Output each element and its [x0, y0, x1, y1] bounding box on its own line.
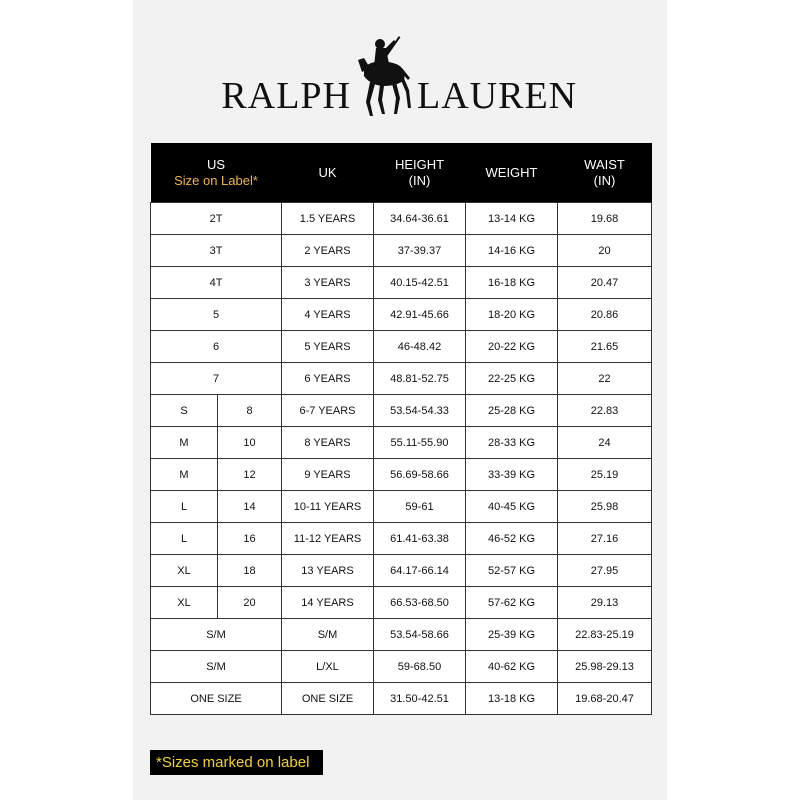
cell-us-size: L	[151, 491, 218, 523]
cell-waist: 19.68	[558, 203, 652, 235]
cell-height: 59-68.50	[374, 651, 466, 683]
cell-height: 61.41-63.38	[374, 523, 466, 555]
table-header-row	[151, 143, 652, 203]
size-chart-panel	[133, 0, 667, 800]
cell-us-size: 7	[151, 363, 282, 395]
cell-us-size: 3T	[151, 235, 282, 267]
polo-player-icon	[356, 30, 412, 118]
cell-uk: L/XL	[282, 651, 374, 683]
cell-height: 53.54-58.66	[374, 619, 466, 651]
cell-uk: 14 YEARS	[282, 587, 374, 619]
cell-waist: 25.19	[558, 459, 652, 491]
header-height: HEIGHT (IN)	[374, 143, 466, 203]
cell-height: 40.15-42.51	[374, 267, 466, 299]
cell-height: 46-48.42	[374, 331, 466, 363]
cell-weight: 25-39 KG	[466, 619, 558, 651]
cell-height: 31.50-42.51	[374, 683, 466, 715]
cell-us-size: M	[151, 427, 218, 459]
cell-uk: 10-11 YEARS	[282, 491, 374, 523]
cell-waist: 25.98	[558, 491, 652, 523]
cell-height: 66.53-68.50	[374, 587, 466, 619]
cell-waist: 29.13	[558, 587, 652, 619]
table-row	[151, 363, 652, 395]
cell-us-size: XL	[151, 555, 218, 587]
cell-us-size: XL	[151, 587, 218, 619]
cell-uk: 6 YEARS	[282, 363, 374, 395]
cell-uk: 3 YEARS	[282, 267, 374, 299]
cell-weight: 14-16 KG	[466, 235, 558, 267]
size-on-label-caption: Size on Label*	[174, 172, 258, 188]
cell-weight: 16-18 KG	[466, 267, 558, 299]
cell-us-number: 20	[218, 587, 282, 619]
cell-uk: 5 YEARS	[282, 331, 374, 363]
cell-us-number: 14	[218, 491, 282, 523]
header-waist: WAIST (IN)	[558, 143, 652, 203]
cell-height: 59-61	[374, 491, 466, 523]
cell-us-number: 8	[218, 395, 282, 427]
cell-waist: 22.83	[558, 395, 652, 427]
header-uk: UK	[282, 143, 374, 203]
table-row	[151, 331, 652, 363]
cell-uk: 6-7 YEARS	[282, 395, 374, 427]
cell-us-size: 2T	[151, 203, 282, 235]
cell-us-size: 6	[151, 331, 282, 363]
table-row	[151, 523, 652, 555]
cell-waist: 20.86	[558, 299, 652, 331]
cell-height: 53.54-54.33	[374, 395, 466, 427]
cell-uk: 8 YEARS	[282, 427, 374, 459]
table-row	[151, 555, 652, 587]
table-row	[151, 267, 652, 299]
header-weight: WEIGHT	[466, 143, 558, 203]
cell-us-number: 16	[218, 523, 282, 555]
brand-name-right: LAUREN	[417, 75, 578, 117]
cell-us-size: 4T	[151, 267, 282, 299]
cell-weight: 20-22 KG	[466, 331, 558, 363]
cell-uk: 2 YEARS	[282, 235, 374, 267]
cell-waist: 21.65	[558, 331, 652, 363]
cell-height: 64.17-66.14	[374, 555, 466, 587]
cell-weight: 18-20 KG	[466, 299, 558, 331]
cell-waist: 27.95	[558, 555, 652, 587]
table-row	[151, 459, 652, 491]
table-row	[151, 235, 652, 267]
cell-weight: 25-28 KG	[466, 395, 558, 427]
cell-weight: 33-39 KG	[466, 459, 558, 491]
cell-weight: 52-57 KG	[466, 555, 558, 587]
cell-us-size: 5	[151, 299, 282, 331]
cell-waist: 20	[558, 235, 652, 267]
cell-height: 56.69-58.66	[374, 459, 466, 491]
size-table	[150, 143, 652, 715]
table-row	[151, 203, 652, 235]
cell-us-size: ONE SIZE	[151, 683, 282, 715]
cell-us-size: M	[151, 459, 218, 491]
table-row	[151, 427, 652, 459]
cell-uk: 1.5 YEARS	[282, 203, 374, 235]
cell-height: 37-39.37	[374, 235, 466, 267]
cell-waist: 19.68-20.47	[558, 683, 652, 715]
cell-uk: 9 YEARS	[282, 459, 374, 491]
cell-waist: 24	[558, 427, 652, 459]
cell-uk: 4 YEARS	[282, 299, 374, 331]
table-row	[151, 619, 652, 651]
size-note: *Sizes marked on label	[150, 750, 323, 775]
header-us: US Size on Label*	[151, 143, 282, 203]
cell-waist: 22	[558, 363, 652, 395]
cell-waist: 25.98-29.13	[558, 651, 652, 683]
cell-height: 42.91-45.66	[374, 299, 466, 331]
brand-name-left: RALPH	[221, 75, 351, 117]
cell-height: 48.81-52.75	[374, 363, 466, 395]
cell-us-size: L	[151, 523, 218, 555]
cell-height: 34.64-36.61	[374, 203, 466, 235]
cell-weight: 46-52 KG	[466, 523, 558, 555]
cell-us-size: S/M	[151, 619, 282, 651]
table-row	[151, 651, 652, 683]
cell-us-number: 18	[218, 555, 282, 587]
cell-uk: S/M	[282, 619, 374, 651]
cell-uk: 11-12 YEARS	[282, 523, 374, 555]
table-row	[151, 683, 652, 715]
cell-uk: 13 YEARS	[282, 555, 374, 587]
cell-us-size: S/M	[151, 651, 282, 683]
cell-weight: 22-25 KG	[466, 363, 558, 395]
cell-us-size: S	[151, 395, 218, 427]
cell-us-number: 10	[218, 427, 282, 459]
brand-logo	[133, 28, 667, 118]
cell-weight: 13-18 KG	[466, 683, 558, 715]
table-row	[151, 491, 652, 523]
cell-weight: 28-33 KG	[466, 427, 558, 459]
table-row	[151, 587, 652, 619]
cell-weight: 57-62 KG	[466, 587, 558, 619]
cell-uk: ONE SIZE	[282, 683, 374, 715]
cell-weight: 40-62 KG	[466, 651, 558, 683]
table-row	[151, 299, 652, 331]
cell-waist: 20.47	[558, 267, 652, 299]
cell-us-number: 12	[218, 459, 282, 491]
cell-waist: 22.83-25.19	[558, 619, 652, 651]
cell-weight: 13-14 KG	[466, 203, 558, 235]
cell-weight: 40-45 KG	[466, 491, 558, 523]
cell-waist: 27.16	[558, 523, 652, 555]
table-row	[151, 395, 652, 427]
cell-height: 55.11-55.90	[374, 427, 466, 459]
